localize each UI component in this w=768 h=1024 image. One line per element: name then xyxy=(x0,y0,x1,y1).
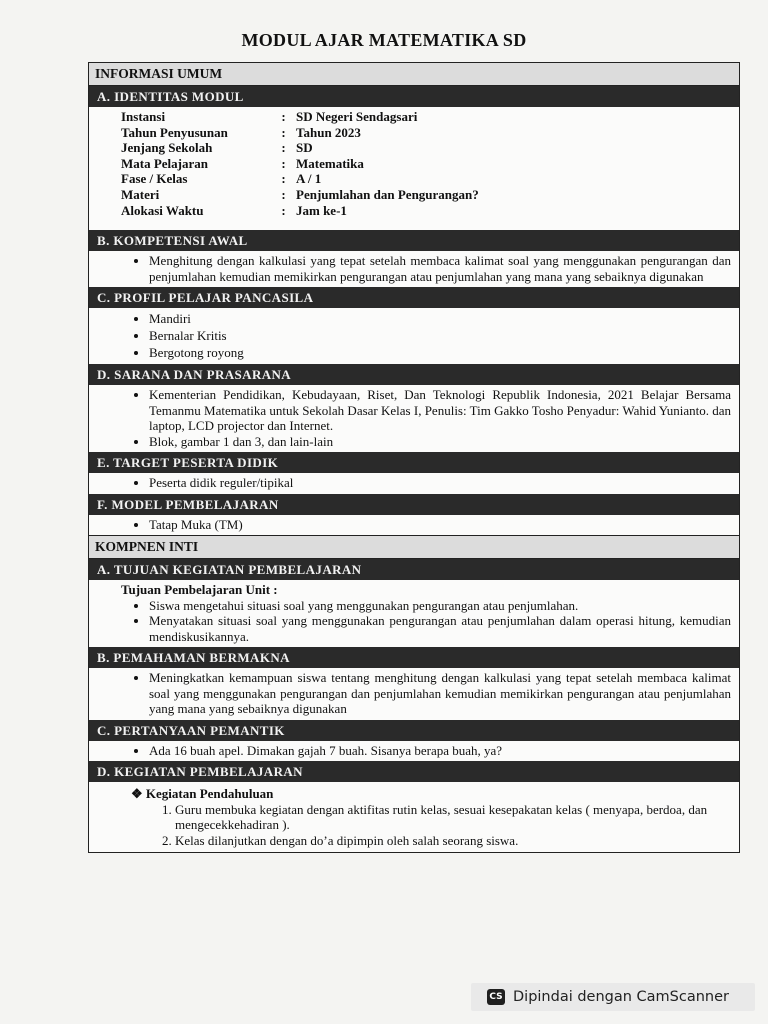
table-row xyxy=(121,125,479,141)
list-item: • Bergotong royong xyxy=(149,344,731,361)
list-item: 2. Kelas dilanjutkan dengan do’a dipimpin oleh salah seorang siswa. xyxy=(175,833,731,849)
section-header-pertanyaan: C. PERTANYAAN PEMANTIK xyxy=(89,720,739,741)
identitas-key: Alokasi Waktu xyxy=(121,202,204,218)
section-header-tujuan: A. TUJUAN KEGIATAN PEMBELAJARAN xyxy=(89,559,739,580)
pemahaman-body xyxy=(89,668,739,720)
list-item: • Kementerian Pendidikan, Kebudayaan, Riset, Dan Teknologi Republik Indonesia, 2021 Belajar Bersama Temanmu Matematika untuk Sekolah Dasar Kelas I, Penulis: Tim Gakko Tosho Penyadur: Wahid Yunianto. dan laptop, LCD projector dan Internet. xyxy=(149,387,731,434)
section-header-pemahaman: B. PEMAHAMAN BERMAKNA xyxy=(89,647,739,668)
kegiatan-subheading-row xyxy=(131,786,731,802)
list-item: • Mandiri xyxy=(149,310,731,327)
table-row xyxy=(121,156,479,172)
identitas-key: Jenjang Sekolah xyxy=(121,140,213,156)
list-item: • Peserta didik reguler/tipikal xyxy=(149,475,731,491)
kompetensi-body xyxy=(89,251,739,287)
list-item: • Meningkatkan kemampuan siswa tentang menghitung dengan kalkulasi yang tepat setelah membaca kalimat soal yang menggunakan pengurangan dan penjumlahan kemudian memikirkan pengurangan atau penjumlahan yang mana yang sebaiknya digunakan xyxy=(149,670,731,717)
list-item: • Menghitung dengan kalkulasi yang tepat setelah membaca kalimat soal yang menggunakan pengurangan dan penjumlahan kemudian memikirkan pengurangan atau penjumlahan yang mana yang sebaiknya digunakan xyxy=(149,253,731,284)
identitas-sep: : xyxy=(281,186,286,202)
identitas-key: Instansi xyxy=(121,109,166,124)
identitas-key: Mata Pelajaran xyxy=(121,155,209,171)
module-document xyxy=(88,62,740,853)
table-row xyxy=(121,140,479,156)
identitas-key: Tahun Penyusunan xyxy=(121,124,228,140)
identitas-table xyxy=(121,109,479,218)
diamond-bullet-icon: ❖ xyxy=(131,786,143,802)
section-header-profil: C. PROFIL PELAJAR PANCASILA xyxy=(89,287,739,308)
identitas-sep: : xyxy=(281,109,286,124)
list-item: • Menyatakan situasi soal yang menggunakan pengurangan atau penjumlahan dalam operasi hitung, kemudian mendiskusikannya. xyxy=(149,613,731,644)
profil-body xyxy=(89,308,739,364)
kegiatan-subheading: Kegiatan Pendahuluan xyxy=(145,786,274,802)
list-item: • Siswa mengetahui situasi soal yang menggunakan pengurangan atau penjumlahan. xyxy=(149,598,731,614)
identitas-value: SD Negeri Sendagsari xyxy=(296,109,418,124)
identitas-value: A / 1 xyxy=(296,171,322,187)
identitas-body xyxy=(89,107,739,221)
page-title: MODUL AJAR MATEMATIKA SD xyxy=(241,30,527,50)
table-row xyxy=(121,109,479,125)
tujuan-body xyxy=(89,580,739,647)
identitas-value: Matematika xyxy=(296,155,364,171)
table-row xyxy=(121,187,479,203)
kegiatan-body xyxy=(89,782,739,852)
camscanner-watermark xyxy=(471,983,755,1011)
section-komponen-inti: KOMPNEN INTI xyxy=(89,535,739,559)
list-item: • Bernalar Kritis xyxy=(149,327,731,344)
list-item: • Tatap Muka (TM) xyxy=(149,517,731,533)
camscanner-logo-icon: CS xyxy=(487,989,505,1005)
model-body xyxy=(89,515,739,536)
section-header-target: E. TARGET PESERTA DIDIK xyxy=(89,452,739,473)
section-header-kompetensi: B. KOMPETENSI AWAL xyxy=(89,230,739,251)
sarana-body xyxy=(89,385,739,452)
table-row xyxy=(121,171,479,187)
list-item: 1. Guru membuka kegiatan dengan aktifitas rutin kelas, sesuai kesepakatan kelas ( menyapa, berdoa, dan mengecekkehadiran ). xyxy=(175,802,731,833)
section-header-model: F. MODEL PEMBELAJARAN xyxy=(89,494,739,515)
target-body xyxy=(89,473,739,494)
list-item: • Blok, gambar 1 dan 3, dan lain-lain xyxy=(149,434,731,450)
identitas-value: Tahun 2023 xyxy=(296,124,361,140)
pertanyaan-body xyxy=(89,741,739,762)
section-header-sarana: D. SARANA DAN PRASARANA xyxy=(89,364,739,385)
identitas-sep: : xyxy=(281,140,286,156)
identitas-sep: : xyxy=(281,202,286,218)
identitas-sep: : xyxy=(281,171,286,187)
tujuan-subheading: Tujuan Pembelajaran Unit : xyxy=(121,582,278,598)
section-header-identitas: A. IDENTITAS MODUL xyxy=(89,86,739,107)
watermark-text: Dipindai dengan CamScanner xyxy=(513,989,730,1005)
table-row xyxy=(121,203,479,219)
list-item: • Ada 16 buah apel. Dimakan gajah 7 buah. Sisanya berapa buah, ya? xyxy=(149,743,731,759)
identitas-value: Penjumlahan dan Pengurangan? xyxy=(296,186,479,202)
identitas-sep: : xyxy=(281,124,286,140)
section-header-kegiatan: D. KEGIATAN PEMBELAJARAN xyxy=(89,761,739,782)
identitas-value: Jam ke-1 xyxy=(296,202,347,218)
identitas-key: Fase / Kelas xyxy=(121,171,188,187)
identitas-sep: : xyxy=(281,155,286,171)
identitas-value: SD xyxy=(296,140,313,156)
section-informasi-umum: INFORMASI UMUM xyxy=(89,63,739,86)
identitas-key: Materi xyxy=(121,186,160,202)
